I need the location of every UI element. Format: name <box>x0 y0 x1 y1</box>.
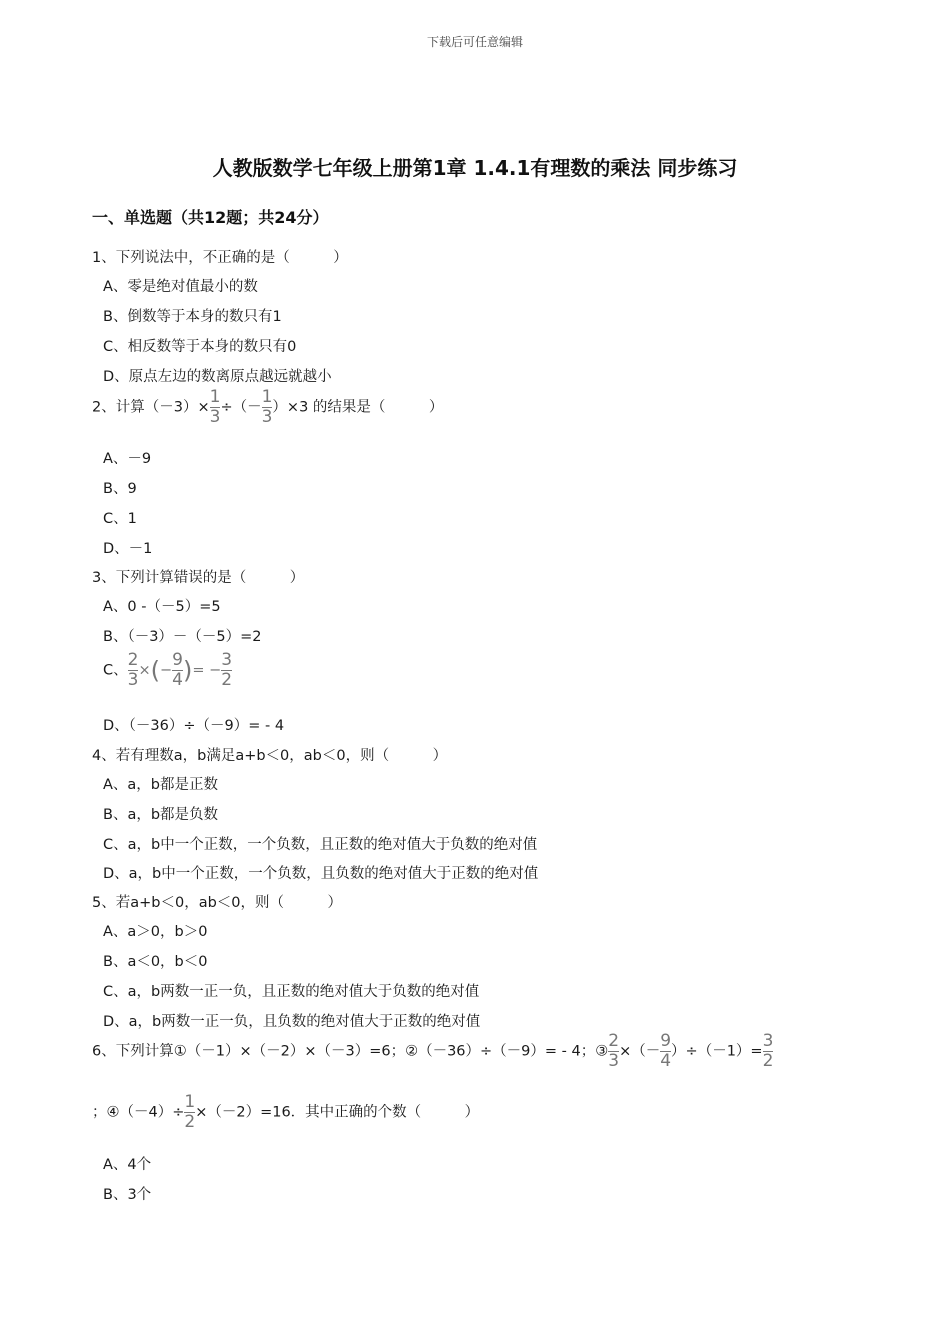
fraction-nine-fourths: $\frac{9}{4}$ <box>172 650 183 690</box>
page-header: 下载后可任意编辑 <box>426 35 523 49</box>
fraction-one-third: $\frac{1}{3}$ <box>261 387 273 427</box>
question-2-option-d: D、－1 <box>103 541 153 557</box>
question-3-option-c <box>103 652 232 689</box>
question-5-option-b: B、a＜0，b＜0 <box>103 954 208 970</box>
question-4-option-c: C、a，b中一个正数，一个负数，且正数的绝对值大于负数的绝对值 <box>103 837 538 853</box>
question-6-text-1: 6、下列计算①（－1）×（－2）×（－3）=6；②（－36）÷（－9）= - 4；③ <box>92 1043 609 1060</box>
option-label: C、 <box>103 662 128 679</box>
question-5-stem: 5、若a+b＜0，ab＜0，则（ ） <box>92 895 343 911</box>
fraction-one-half: $\frac{1}{2}$ <box>184 1092 196 1132</box>
question-5-option-c: C、a，b两数一正一负，且正数的绝对值大于负数的绝对值 <box>103 984 480 1000</box>
question-5-option-d: D、a，b两数一正一负，且负数的绝对值大于正数的绝对值 <box>103 1014 481 1030</box>
fraction-three-halves: $\frac{3}{2}$ <box>762 1031 774 1071</box>
fraction-two-thirds: $\frac{2}{3}$ <box>127 650 139 690</box>
document-title: 人教版数学七年级上册第1章 1.4.1有理数的乘法 同步练习 <box>212 156 738 180</box>
section-heading: 一、单选题（共12题；共24分） <box>92 208 329 227</box>
question-2-option-c: C、1 <box>103 511 137 527</box>
fraction-two-thirds: $\frac{2}{3}$ <box>608 1031 620 1071</box>
question-6-option-b: B、3个 <box>103 1187 152 1203</box>
question-2-option-a: A、－9 <box>103 451 152 467</box>
left-paren: ( <box>150 656 160 685</box>
question-1-option-c: C、相反数等于本身的数只有0 <box>103 339 297 355</box>
question-3-option-b: B、（－3）－（－5）=2 <box>103 629 262 645</box>
question-1-option-a: A、零是绝对值最小的数 <box>103 279 258 295</box>
question-6-option-a: A、4个 <box>103 1157 152 1173</box>
question-4-stem: 4、若有理数a，b满足a+b＜0，ab＜0，则（ ） <box>92 748 448 764</box>
question-6-stem-line-1 <box>92 1033 773 1070</box>
question-5-option-a: A、a＞0，b＞0 <box>103 924 208 940</box>
question-6-text-3: ）÷（－1）= <box>671 1043 763 1060</box>
question-2-text-1: 2、计算（－3）× <box>92 399 210 416</box>
equals-minus: = − <box>192 662 222 679</box>
question-1-option-d: D、原点左边的数离原点越远就越小 <box>103 369 332 385</box>
right-paren: ) <box>182 656 193 685</box>
times-sign: × <box>138 662 151 679</box>
question-4-option-d: D、a，b中一个正数，一个负数，且负数的绝对值大于正数的绝对值 <box>103 866 539 882</box>
question-6-stem-line-2 <box>92 1094 479 1131</box>
question-4-option-a: A、a，b都是正数 <box>103 777 219 793</box>
question-2-stem <box>92 389 443 426</box>
question-2-option-b: B、9 <box>103 481 137 497</box>
question-1-stem: 1、下列说法中，不正确的是（ ） <box>92 250 348 266</box>
question-3-stem: 3、下列计算错误的是（ ） <box>92 570 305 586</box>
minus-sign: − <box>159 662 173 679</box>
fraction-three-halves: $\frac{3}{2}$ <box>221 650 233 690</box>
question-6-text-5: ×（－2）=16．其中正确的个数（ ） <box>195 1104 480 1121</box>
question-2-text-2: ÷（－ <box>220 399 262 416</box>
fraction-nine-fourths: $\frac{9}{4}$ <box>660 1031 672 1071</box>
question-2-text-3: ）×3 的结果是（ ） <box>272 399 444 416</box>
question-6-text-4: ；④（－4）÷ <box>92 1104 185 1121</box>
question-4-option-b: B、a，b都是负数 <box>103 807 219 823</box>
question-3-option-a: A、0 -（－5）=5 <box>103 599 221 615</box>
question-6-text-2: ×（－ <box>619 1043 661 1060</box>
question-3-option-d: D、（－36）÷（－9）= - 4 <box>103 718 285 734</box>
fraction-one-third: $\frac{1}{3}$ <box>209 387 221 427</box>
question-1-option-b: B、倒数等于本身的数只有1 <box>103 309 282 325</box>
